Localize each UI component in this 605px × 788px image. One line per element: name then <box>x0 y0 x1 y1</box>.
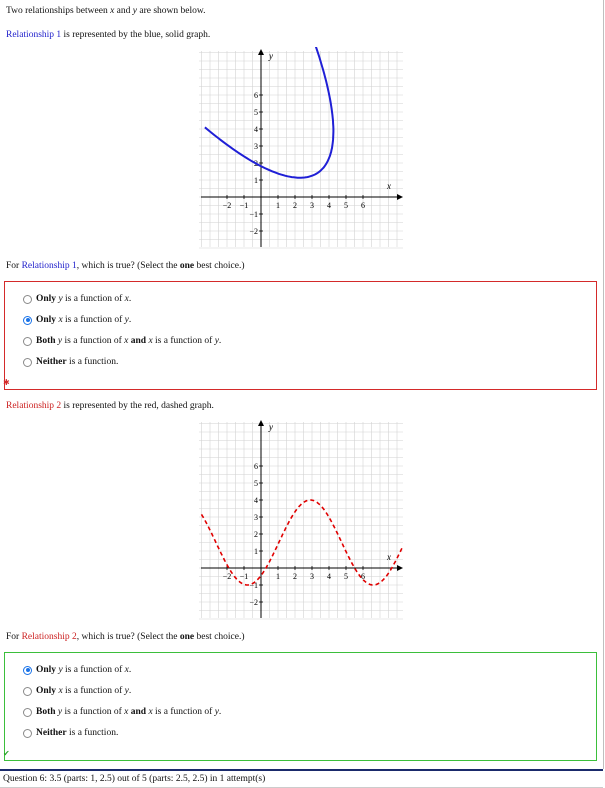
graph-1-y-tick-label: 3 <box>254 142 258 151</box>
check-mark-icon: ✔ <box>3 749 10 758</box>
graph-1-y-tick-label: 4 <box>254 125 258 134</box>
score-footer <box>0 769 603 788</box>
graph-1-x-tick-label: −2 <box>222 201 232 210</box>
graph-1-y-tick-label: 6 <box>254 91 258 100</box>
relationship-1-answer-box <box>4 281 597 390</box>
graph-2-x-tick-label: −2 <box>222 572 232 581</box>
relationship-2-desc-text: is represented by the red, dashed graph. <box>61 401 214 411</box>
relationship-1-desc-text: is represented by the blue, solid graph. <box>61 30 211 40</box>
graph-2-x-tick-label: 1 <box>276 572 280 581</box>
graph-1-y-tick-label: 1 <box>254 176 258 185</box>
graph-2-y-tick-label: −1 <box>249 581 258 590</box>
graph-1-x-tick-label: 4 <box>327 201 331 210</box>
relationship-1-radio-4[interactable] <box>23 358 32 367</box>
relationship-2-graph <box>197 418 405 620</box>
relationship-2-answer-box <box>4 652 597 761</box>
q1-pre: For <box>6 261 22 271</box>
relationship-2-option-1[interactable] <box>23 665 131 675</box>
graph-2-x-tick-label: 6 <box>361 572 365 581</box>
graph-2-y-tick-label: 2 <box>254 530 258 539</box>
graph-2-x-tick-label: 2 <box>293 572 297 581</box>
x-mark-icon: ✱ <box>3 378 10 387</box>
relationship-1-option-label-2: Only x is a function of y. <box>36 315 132 325</box>
relationship-1-option-3[interactable] <box>23 336 221 346</box>
q2-post: , which is true? (Select the one best choice.) <box>76 632 245 642</box>
relationship-2-radio-4[interactable] <box>23 729 32 738</box>
relationship-1-link[interactable]: Relationship 1 <box>6 30 62 40</box>
relationship-2-option-label-2: Only x is a function of y. <box>36 686 132 696</box>
q1-post: , which is true? (Select the one best choice.) <box>76 261 245 271</box>
graph-1-y-tick-label: 5 <box>254 108 258 117</box>
score-text: Question 6: 3.5 (parts: 1, 2.5) out of 5 (parts: 2.5, 2.5) in 1 attempt(s) <box>3 774 266 784</box>
relationship-1-radio-1[interactable] <box>23 295 32 304</box>
relationship-2-option-label-1: Only y is a function of x. <box>36 665 132 675</box>
relationship-2-question <box>6 632 245 642</box>
relationship-1-option-2[interactable] <box>23 315 131 325</box>
graph-1-x-tick-label: −1 <box>239 201 249 210</box>
relationship-2-option-4[interactable] <box>23 728 118 738</box>
relationship-1-question <box>6 261 245 271</box>
relationship-1-option-label-3: Both y is a function of x and x is a function of y. <box>36 336 222 346</box>
graph-1-x-tick-label: 5 <box>344 201 348 210</box>
graph-1-y-tick-label: −1 <box>249 210 258 219</box>
relationship-1-radio-3[interactable] <box>23 337 32 346</box>
relationship-2-radio-3[interactable] <box>23 708 32 717</box>
relationship-2-link[interactable]: Relationship 2 <box>6 401 62 411</box>
graph-2-x-axis-label: x <box>387 552 391 562</box>
graph-2-y-tick-label: −2 <box>249 598 258 607</box>
relationship-2-question-link[interactable]: Relationship 2 <box>21 632 77 642</box>
graph-2-x-tick-label: −1 <box>239 572 249 581</box>
relationship-2-radio-2[interactable] <box>23 687 32 696</box>
relationship-2-description <box>6 401 214 411</box>
relationship-1-option-label-4: Neither is a function. <box>36 357 119 367</box>
relationship-2-option-3[interactable] <box>23 707 221 717</box>
relationship-2-option-label-3: Both y is a function of x and x is a function of y. <box>36 707 222 717</box>
graph-2-y-tick-label: 6 <box>254 462 258 471</box>
graph-1-x-tick-label: 1 <box>276 201 280 210</box>
graph-1-x-tick-label: 6 <box>361 201 365 210</box>
q2-pre: For <box>6 632 22 642</box>
graph-2-y-axis-label: y <box>269 422 273 432</box>
relationship-2-radio-1[interactable] <box>23 666 32 675</box>
graph-1-y-axis-label: y <box>269 51 273 61</box>
graph-2-y-tick-label: 3 <box>254 513 258 522</box>
graph-2-x-tick-label: 3 <box>310 572 314 581</box>
relationship-1-question-link[interactable]: Relationship 1 <box>21 261 77 271</box>
relationship-1-option-label-1: Only y is a function of x. <box>36 294 132 304</box>
relationship-1-radio-2[interactable] <box>23 316 32 325</box>
graph-1-x-tick-label: 3 <box>310 201 314 210</box>
relationship-1-option-4[interactable] <box>23 357 118 367</box>
relationship-1-description <box>6 30 210 40</box>
graph-2-y-tick-label: 4 <box>254 496 258 505</box>
relationship-2-option-label-4: Neither is a function. <box>36 728 119 738</box>
relationship-1-graph <box>197 47 405 249</box>
graph-1-background <box>197 47 405 249</box>
graph-2-y-tick-label: 1 <box>254 547 258 556</box>
graph-2-background <box>197 418 405 620</box>
graph-1-y-tick-label: −2 <box>249 227 258 236</box>
graph-1-y-tick-label: 2 <box>254 159 258 168</box>
intro-text: Two relationships between x and y are shown below. <box>6 6 206 16</box>
graph-1-x-axis-label: x <box>387 181 391 191</box>
relationship-2-option-2[interactable] <box>23 686 131 696</box>
graph-1-x-tick-label: 2 <box>293 201 297 210</box>
relationship-1-option-1[interactable] <box>23 294 131 304</box>
graph-2-x-tick-label: 4 <box>327 572 331 581</box>
graph-2-y-tick-label: 5 <box>254 479 258 488</box>
graph-2-x-tick-label: 5 <box>344 572 348 581</box>
